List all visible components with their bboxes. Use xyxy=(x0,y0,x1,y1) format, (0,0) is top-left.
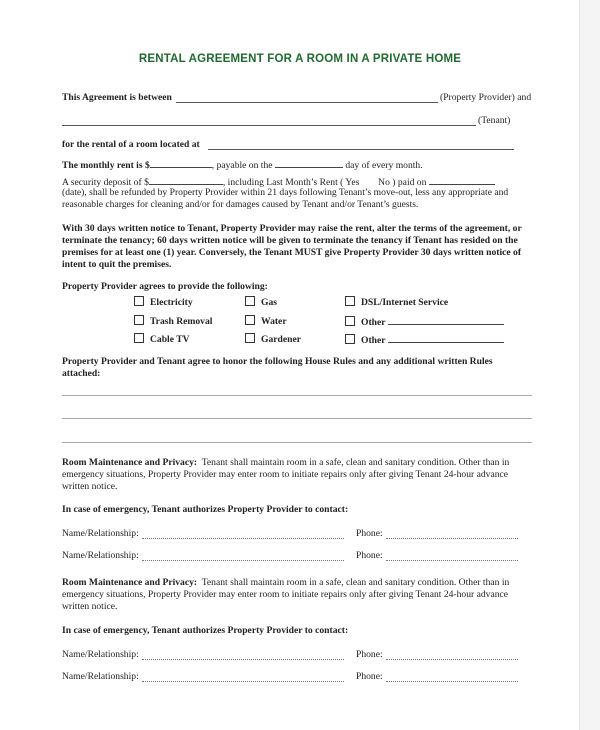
rental-location-label: for the rental of a room located at xyxy=(62,139,200,150)
utility-electricity-label: Electricity xyxy=(150,297,193,308)
maintenance-1-heading: Room Maintenance and Privacy: xyxy=(62,457,198,468)
utility-electricity[interactable] xyxy=(134,296,193,310)
contact-4-phone-label: Phone: xyxy=(356,671,383,682)
contact-1-phone-field[interactable] xyxy=(386,538,518,539)
utility-other-2[interactable] xyxy=(345,333,504,348)
utility-gas-label: Gas xyxy=(261,297,277,308)
utility-cable[interactable] xyxy=(134,333,190,347)
contact-3-phone-label: Phone: xyxy=(356,649,383,660)
utility-gardener-label: Gardener xyxy=(261,334,301,345)
checkbox-icon[interactable] xyxy=(245,315,255,325)
checkbox-icon[interactable] xyxy=(345,334,355,344)
rules-field-2[interactable] xyxy=(62,418,532,419)
utility-other-2-label: Other xyxy=(361,335,386,346)
maintenance-1-line-1 xyxy=(62,457,509,470)
utility-cable-label: Cable TV xyxy=(150,334,190,345)
checkbox-icon[interactable] xyxy=(345,316,355,326)
scrollbar-track[interactable] xyxy=(579,0,600,730)
maintenance-1-line-2: emergency situations, Property Provider may enter room to initiate repairs only after giving Tenant 24-hour advance xyxy=(62,469,509,480)
provide-heading: Property Provider agrees to provide the following: xyxy=(62,281,268,292)
payable-label: , payable on the xyxy=(211,160,273,171)
paid-on-label: ) paid on xyxy=(392,177,427,188)
utility-other-1[interactable] xyxy=(345,315,504,330)
contact-3-name-field[interactable] xyxy=(142,659,344,660)
rules-line-2: attached: xyxy=(62,368,101,379)
tenant-label: (Tenant) xyxy=(478,115,511,126)
pay-day-field[interactable] xyxy=(275,158,343,168)
checkbox-icon[interactable] xyxy=(245,333,255,343)
monthly-rent-label: The monthly rent is $ xyxy=(62,160,150,171)
notice-line-4: intent to quit the premises. xyxy=(62,259,172,270)
checkbox-icon[interactable] xyxy=(245,296,255,306)
utility-dsl-label: DSL/Internet Service xyxy=(361,297,449,308)
other-2-field[interactable] xyxy=(388,333,504,343)
deposit-line-3: reasonable charges for cleaning and/or for damages caused by Tenant and/or Tenant’s guests. xyxy=(62,199,419,210)
notice-line-3: premises for at least one (1) year. Conversely, the Tenant MUST give Property Provider 30 days written notice of xyxy=(62,247,522,258)
deposit-date-field[interactable] xyxy=(429,175,495,185)
checkbox-icon[interactable] xyxy=(134,296,144,306)
last-month-rent-label: , including Last Month’s Rent ( xyxy=(222,177,344,188)
utility-trash[interactable] xyxy=(134,315,212,329)
contact-4-name-field[interactable] xyxy=(142,681,344,682)
tenant-name-field[interactable] xyxy=(62,125,476,126)
checkbox-icon[interactable] xyxy=(134,333,144,343)
contact-3-label: Name/Relationship: xyxy=(62,649,139,660)
contact-2-phone-field[interactable] xyxy=(386,560,518,561)
maintenance-1-text: Tenant shall maintain room in a safe, clean and sanitary condition. Other than in xyxy=(201,457,510,468)
rules-line-1: Property Provider and Tenant agree to honor the following House Rules and any additional written Rules xyxy=(62,356,493,367)
notice-line-1: With 30 days written notice to Tenant, Property Provider may raise the rent, alter the terms of the agreement, or xyxy=(62,223,522,234)
maintenance-2-heading: Room Maintenance and Privacy: xyxy=(62,577,198,588)
utility-water[interactable] xyxy=(245,315,287,329)
emergency-1-heading: In case of emergency, Tenant authorizes Property Provider to contact: xyxy=(62,504,349,515)
deposit-line-2: (date), shall be refunded by Property Provider within 21 days following Tenant’s move-out, less any appropriate and xyxy=(62,187,509,198)
checkbox-icon[interactable] xyxy=(134,315,144,325)
maintenance-2-line-3: written notice. xyxy=(62,601,118,612)
contact-1-label: Name/Relationship: xyxy=(62,528,139,539)
checkbox-icon[interactable] xyxy=(345,296,355,306)
other-1-field[interactable] xyxy=(388,315,504,325)
provider-name-field[interactable] xyxy=(176,102,438,103)
contact-1-name-field[interactable] xyxy=(142,538,344,539)
maintenance-2-line-1 xyxy=(62,577,509,590)
property-provider-label: (Property Provider) and xyxy=(440,92,532,103)
document-title: RENTAL AGREEMENT FOR A ROOM IN A PRIVATE HOME xyxy=(138,53,462,65)
utility-gardener[interactable] xyxy=(245,333,301,347)
contact-2-label: Name/Relationship: xyxy=(62,550,139,561)
maintenance-2-line-2: emergency situations, Property Provider may enter room to initiate repairs only after giving Tenant 24-hour advance xyxy=(62,589,509,600)
rules-field-1[interactable] xyxy=(62,395,532,396)
contact-1-phone-label: Phone: xyxy=(356,528,383,539)
maintenance-2-text: Tenant shall maintain room in a safe, clean and sanitary condition. Other than in xyxy=(201,577,510,588)
deposit-amount-field[interactable] xyxy=(149,175,223,185)
agreement-between-label: This Agreement is between xyxy=(62,92,172,103)
day-of-month-label: day of every month. xyxy=(345,160,423,171)
utility-water-label: Water xyxy=(261,316,287,327)
deposit-no-option[interactable]: No xyxy=(378,177,390,188)
contact-4-phone-field[interactable] xyxy=(386,681,518,682)
rental-address-field[interactable] xyxy=(208,149,514,150)
utility-dsl[interactable] xyxy=(345,296,448,310)
monthly-rent-line xyxy=(62,158,423,173)
rules-field-3[interactable] xyxy=(62,442,532,443)
contact-2-phone-label: Phone: xyxy=(356,550,383,561)
notice-line-2: terminate the tenancy; 60 days written notice will be given to terminate the tenancy if Tenant has resided on the xyxy=(62,235,518,246)
emergency-2-heading: In case of emergency, Tenant authorizes Property Provider to contact: xyxy=(62,625,349,636)
utility-gas[interactable] xyxy=(245,296,277,310)
contact-3-phone-field[interactable] xyxy=(386,659,518,660)
deposit-yes-option[interactable]: Yes xyxy=(345,177,360,188)
contact-2-name-field[interactable] xyxy=(142,560,344,561)
contact-4-label: Name/Relationship: xyxy=(62,671,139,682)
utility-trash-label: Trash Removal xyxy=(150,316,213,327)
utility-other-1-label: Other xyxy=(361,317,386,328)
monthly-rent-field[interactable] xyxy=(150,158,212,168)
deposit-label: A security deposit of $ xyxy=(62,177,149,188)
maintenance-1-line-3: written notice. xyxy=(62,481,118,492)
